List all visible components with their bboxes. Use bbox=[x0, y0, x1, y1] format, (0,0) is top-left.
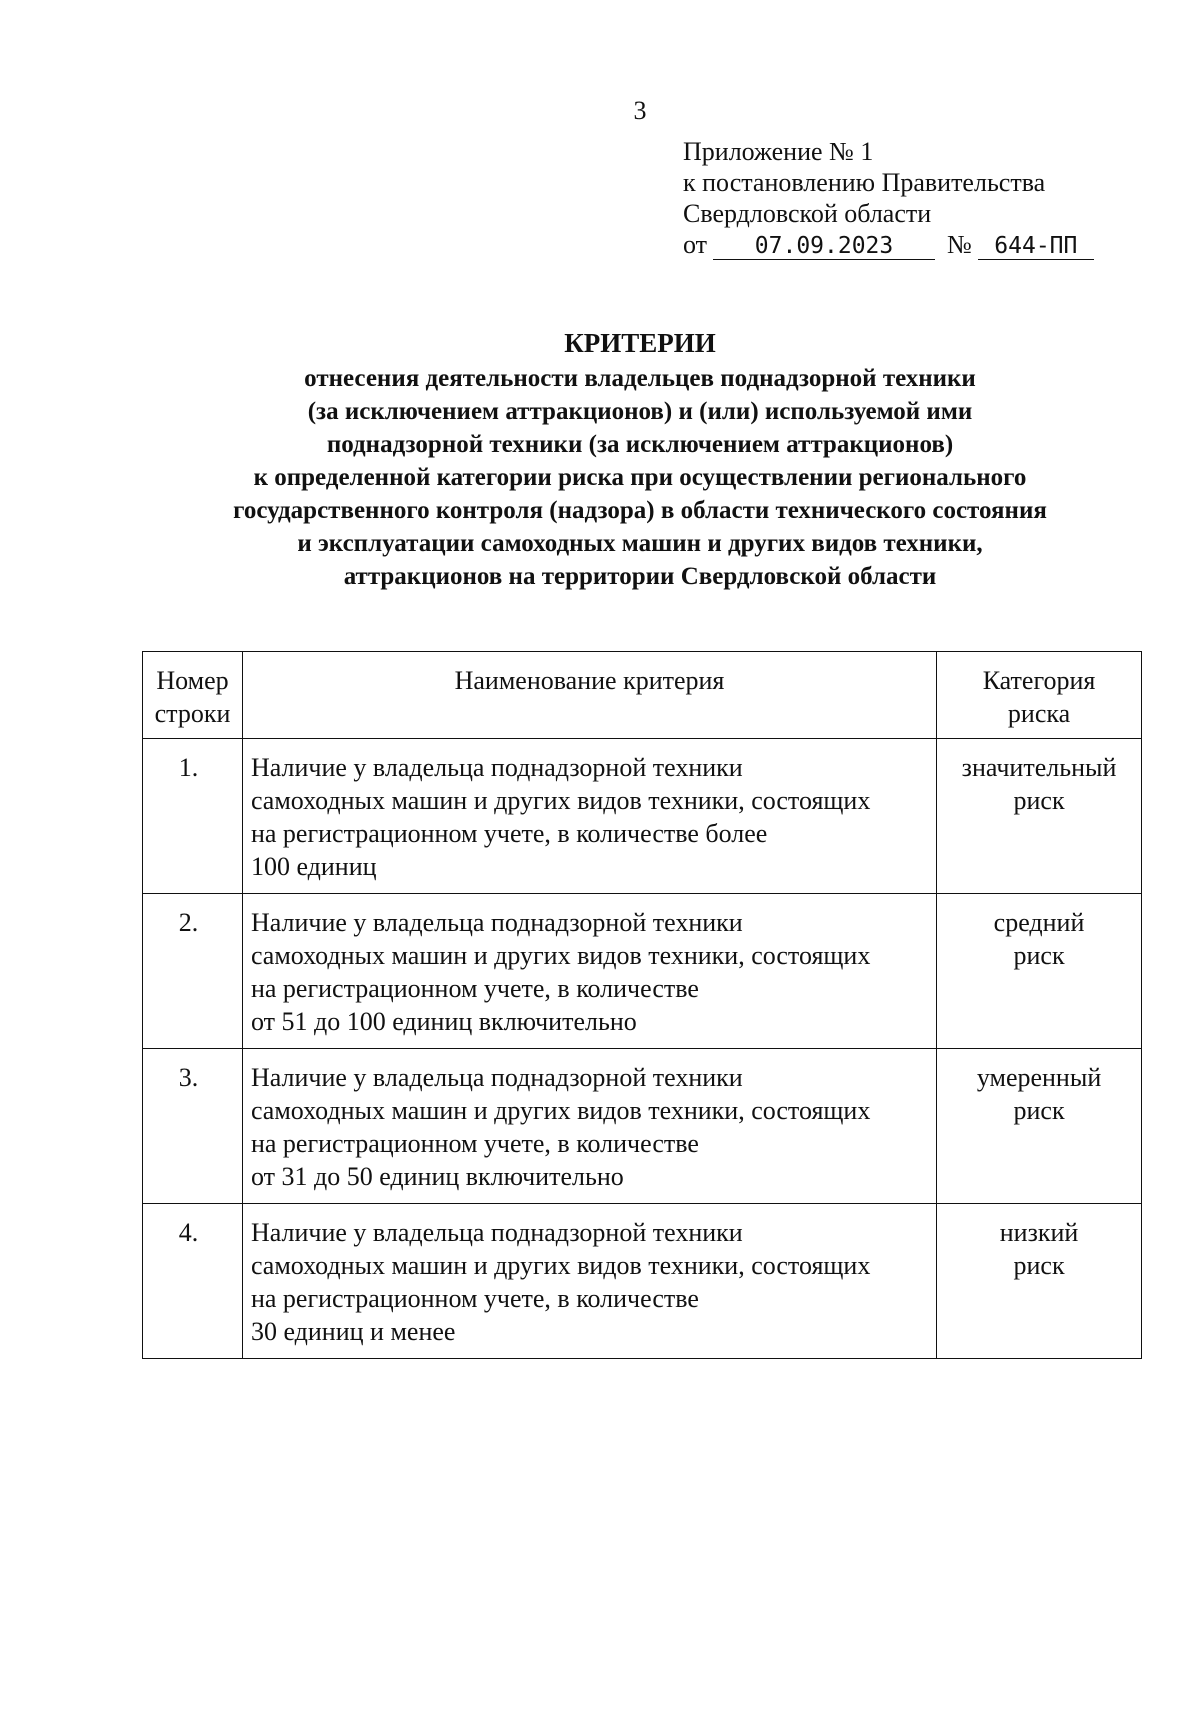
risk-category-line: значительный bbox=[961, 753, 1117, 782]
risk-category-line: средний bbox=[993, 908, 1085, 937]
criterion-line: от 31 до 50 единиц включительно bbox=[250, 1162, 624, 1191]
risk-category-line: риск bbox=[1013, 786, 1065, 815]
appendix-title: Приложение № 1 bbox=[683, 137, 874, 166]
appendix-region-line: Свердловской области bbox=[683, 199, 932, 228]
header-criterion-name: Наименование критерия bbox=[242, 652, 936, 739]
appendix-reference-line bbox=[683, 229, 1094, 260]
criterion-line: самоходных машин и других видов техники, состоящих bbox=[250, 1251, 871, 1280]
subtitle-line: к определенной категории риска при осуществлении регионального bbox=[253, 464, 1027, 491]
risk-category bbox=[937, 739, 1142, 894]
risk-category-line: риск bbox=[1013, 1251, 1065, 1280]
risk-category-line: риск bbox=[1013, 941, 1065, 970]
document-subtitle bbox=[90, 362, 1190, 593]
criterion-line: самоходных машин и других видов техники, состоящих bbox=[250, 1096, 871, 1125]
criterion-line: от 51 до 100 единиц включительно bbox=[250, 1007, 637, 1036]
criterion-name bbox=[242, 739, 936, 894]
table-row bbox=[143, 894, 1142, 1049]
criterion-name bbox=[242, 1204, 936, 1359]
subtitle-line: государственного контроля (надзора) в области технического состояния bbox=[233, 497, 1047, 524]
subtitle-line: аттракционов на территории Свердловской области bbox=[343, 563, 937, 590]
risk-category bbox=[937, 1049, 1142, 1204]
criterion-name bbox=[242, 1049, 936, 1204]
appendix-decree-line: к постановлению Правительства bbox=[683, 168, 1046, 197]
criterion-line: Наличие у владельца поднадзорной техники bbox=[250, 753, 743, 782]
criterion-line: Наличие у владельца поднадзорной техники bbox=[250, 908, 743, 937]
page-number: 3 bbox=[633, 96, 647, 125]
risk-category-line: низкий bbox=[999, 1218, 1079, 1247]
table-header-row bbox=[143, 652, 1142, 739]
criterion-line: на регистрационном учете, в количестве более bbox=[250, 819, 768, 848]
criterion-line: самоходных машин и других видов техники, состоящих bbox=[250, 786, 871, 815]
table-row bbox=[143, 739, 1142, 894]
row-number: 2. bbox=[143, 894, 243, 1049]
row-number: 4. bbox=[143, 1204, 243, 1359]
criterion-line: на регистрационном учете, в количестве bbox=[250, 1129, 699, 1158]
risk-category bbox=[937, 1204, 1142, 1359]
header-row-number-line: строки bbox=[154, 699, 231, 728]
appendix-header bbox=[683, 136, 1094, 260]
subtitle-line: отнесения деятельности владельцев поднадзорной техники bbox=[304, 365, 976, 392]
header-risk-category-line: риска bbox=[1007, 699, 1071, 728]
subtitle-line: и эксплуатации самоходных машин и других видов техники, bbox=[297, 530, 983, 557]
risk-category bbox=[937, 894, 1142, 1049]
table-row bbox=[143, 1049, 1142, 1204]
criterion-line: 30 единиц и менее bbox=[250, 1317, 456, 1346]
criterion-line: 100 единиц bbox=[250, 852, 377, 881]
document-title-block bbox=[90, 326, 1190, 593]
row-number: 3. bbox=[143, 1049, 243, 1204]
risk-category-line: умеренный bbox=[976, 1063, 1102, 1092]
row-number: 1. bbox=[143, 739, 243, 894]
criterion-line: на регистрационном учете, в количестве bbox=[250, 974, 699, 1003]
table-row bbox=[143, 1204, 1142, 1359]
decree-date: 07.09.2023 bbox=[713, 233, 935, 260]
header-row-number bbox=[143, 652, 243, 739]
risk-category-line: риск bbox=[1013, 1096, 1065, 1125]
date-prefix: от bbox=[683, 230, 708, 259]
subtitle-line: (за исключением аттракционов) и (или) используемой ими bbox=[307, 398, 973, 425]
header-risk-category bbox=[937, 652, 1142, 739]
number-prefix: № bbox=[947, 230, 972, 259]
decree-number: 644-ПП bbox=[978, 233, 1094, 260]
header-row-number-line: Номер bbox=[156, 666, 229, 695]
criterion-line: Наличие у владельца поднадзорной техники bbox=[250, 1063, 743, 1092]
criterion-line: Наличие у владельца поднадзорной техники bbox=[250, 1218, 743, 1247]
criteria-table bbox=[142, 651, 1142, 1359]
header-risk-category-line: Категория bbox=[982, 666, 1096, 695]
criterion-name bbox=[242, 894, 936, 1049]
criterion-line: самоходных машин и других видов техники, состоящих bbox=[250, 941, 871, 970]
document-title: КРИТЕРИИ bbox=[564, 328, 716, 358]
criterion-line: на регистрационном учете, в количестве bbox=[250, 1284, 699, 1313]
subtitle-line: поднадзорной техники (за исключением аттракционов) bbox=[326, 431, 954, 458]
